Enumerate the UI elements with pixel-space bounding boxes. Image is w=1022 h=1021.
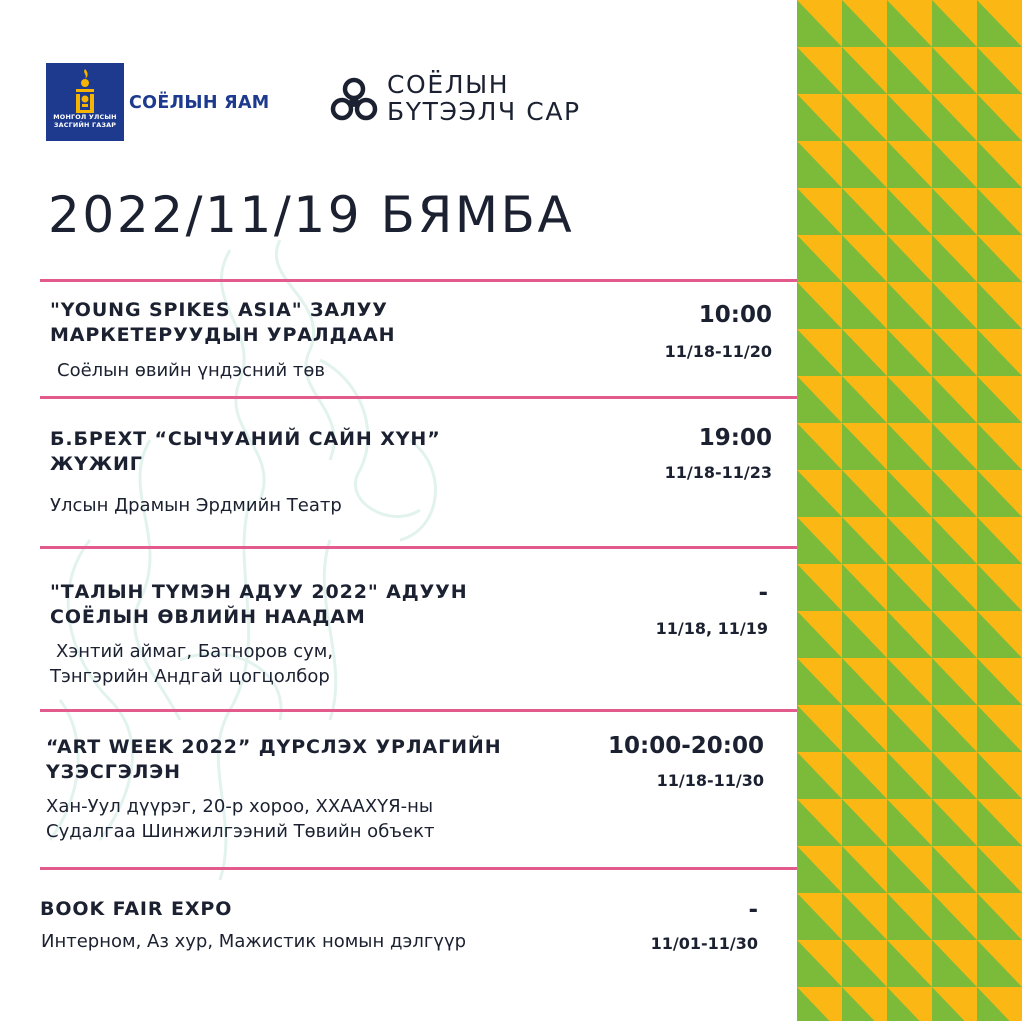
date-heading: 2022/11/19 БЯМБА xyxy=(48,186,575,244)
event-title xyxy=(50,580,468,630)
event-title-line: "ТАЛЫН ТҮМЭН АДУУ 2022" АДУУН xyxy=(50,581,468,603)
divider xyxy=(40,709,797,712)
government-logo-line2: ЗАСГИЙН ГАЗАР xyxy=(53,121,117,129)
event-title-line: СОЁЛЫН ӨВЛИЙН НААДАМ xyxy=(50,606,366,628)
event-time: - xyxy=(758,580,768,606)
event-venue xyxy=(50,639,333,689)
event-title-line: Б.БРЕХТ “СЫЧУАНИЙ САЙН ХҮН” xyxy=(50,428,441,450)
event-venue xyxy=(46,794,434,844)
event-title-line: МАРКЕТЕРУУДЫН УРАЛДААН xyxy=(50,324,396,346)
event-dates: 11/18-11/23 xyxy=(664,463,772,482)
soyombo-icon xyxy=(70,69,100,113)
creative-month-title xyxy=(387,71,581,125)
divider xyxy=(40,279,797,282)
creative-month-title-line1: СОЁЛЫН xyxy=(387,70,510,99)
event-title-line: BOOK FAIR EXPO xyxy=(40,898,233,920)
event-title-line: "YOUNG SPIKES ASIA" ЗАЛУУ xyxy=(50,299,388,321)
event-dates: 11/18-11/30 xyxy=(656,771,764,790)
event-venue xyxy=(41,929,466,954)
event-venue-line: Тэнгэрийн Андгай цогцолбор xyxy=(50,666,330,687)
divider xyxy=(40,396,797,399)
event-title-line: “ART WEEK 2022” ДҮРСЛЭХ УРЛАГИЙН xyxy=(46,736,502,758)
ministry-name: СОЁЛЫН ЯАМ xyxy=(129,93,270,113)
event-dates: 11/18-11/20 xyxy=(664,342,772,361)
event-title-line: ЖҮЖИГ xyxy=(50,453,143,475)
event-title xyxy=(40,897,232,922)
event-title xyxy=(50,427,441,477)
event-venue-line: Соёлын өвийн үндэсний төв xyxy=(57,360,326,381)
event-title xyxy=(50,298,395,348)
event-venue-line: Судалгаа Шинжилгээний Төвийн объект xyxy=(46,821,435,842)
divider xyxy=(40,867,797,870)
government-logo xyxy=(46,63,124,141)
creative-month-logo-icon xyxy=(326,73,382,129)
event-time: 10:00 xyxy=(698,302,772,328)
divider xyxy=(40,546,797,549)
event-title xyxy=(46,735,502,785)
government-logo-line1: МОНГОЛ УЛСЫН xyxy=(53,113,117,121)
event-time: 10:00-20:00 xyxy=(608,733,764,759)
event-venue xyxy=(57,358,325,383)
event-venue-line: Интерном, Аз хур, Мажистик номын дэлгүүр xyxy=(41,931,467,952)
event-venue-line: Хэнтий аймаг, Батноров сум, xyxy=(56,641,334,662)
creative-month-title-line2: БҮТЭЭЛЧ САР xyxy=(387,97,581,126)
event-dates: 11/18, 11/19 xyxy=(655,619,768,638)
event-dates: 11/01-11/30 xyxy=(650,934,758,953)
event-venue xyxy=(50,493,342,518)
event-venue-line: Хан-Уул дүүрэг, 20-р хороо, ХХААХҮЯ-ны xyxy=(46,796,434,817)
event-title-line: ҮЗЭСГЭЛЭН xyxy=(46,761,181,783)
triangle-pattern-strip xyxy=(797,0,1022,1021)
event-time: - xyxy=(748,897,758,923)
event-venue-line: Улсын Драмын Эрдмийн Театр xyxy=(50,495,342,516)
event-time: 19:00 xyxy=(698,425,772,451)
